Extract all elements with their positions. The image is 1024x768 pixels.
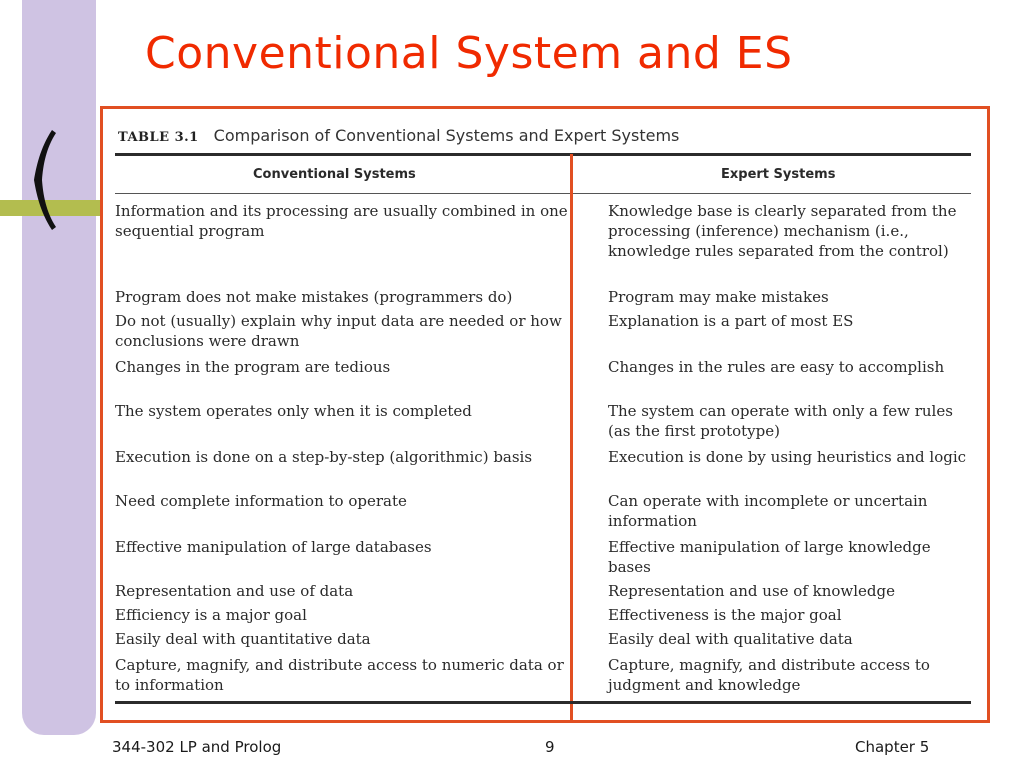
- slide-title: Conventional System and ES: [145, 28, 793, 79]
- rule-header: [115, 193, 971, 194]
- table-cell-expert: Representation and use of knowledge: [608, 582, 896, 600]
- table-cell-conventional: Information and its processing are usually combined in one sequential program: [115, 202, 568, 240]
- table-caption: [118, 126, 679, 145]
- table-cell-expert: Knowledge base is clearly separated from the processing (inference) mechanism (i.e., knowledge rules separated from the control): [608, 202, 957, 260]
- table-cell-conventional: Do not (usually) explain why input data are needed or how conclusions were drawn: [115, 312, 562, 350]
- table-cell-conventional: Easily deal with quantitative data: [115, 630, 371, 648]
- table-cell-expert: Can operate with incomplete or uncertain information: [608, 492, 928, 530]
- table-cell-conventional: Need complete information to operate: [115, 492, 407, 510]
- rule-top: [115, 153, 971, 156]
- table-cell-conventional: Representation and use of data: [115, 582, 354, 600]
- table-frame: [100, 106, 990, 723]
- footer-chapter: Chapter 5: [855, 738, 930, 756]
- table-cell-expert: Changes in the rules are easy to accomplish: [608, 358, 945, 376]
- table-cell-expert: Program may make mistakes: [608, 288, 829, 306]
- footer-course: 344-302 LP and Prolog: [112, 738, 282, 756]
- column-divider: [570, 154, 573, 720]
- table-cell-conventional: Execution is done on a step-by-step (algorithmic) basis: [115, 448, 533, 466]
- table-cell-expert: Effectiveness is the major goal: [608, 606, 842, 624]
- table-cell-conventional: Efficiency is a major goal: [115, 606, 307, 624]
- table-cell-expert: Capture, magnify, and distribute access to judgment and knowledge: [608, 656, 930, 694]
- table-cell-expert: The system can operate with only a few rules (as the first prototype): [608, 402, 953, 440]
- table-cell-conventional: Capture, magnify, and distribute access to numeric data or to information: [115, 656, 564, 694]
- table-cell-conventional: Program does not make mistakes (programmers do): [115, 288, 513, 306]
- header-expert: Expert Systems: [721, 167, 836, 182]
- rule-bottom: [115, 701, 971, 704]
- bracket-ornament-icon: [30, 128, 62, 232]
- table-cell-expert: Effective manipulation of large knowledge bases: [608, 538, 931, 576]
- table-number: TABLE 3.1: [118, 130, 199, 145]
- table-cell-conventional: Effective manipulation of large databases: [115, 538, 432, 556]
- table-caption-text: Comparison of Conventional Systems and Expert Systems: [213, 126, 680, 145]
- header-conventional: Conventional Systems: [253, 167, 416, 182]
- table-cell-expert: Explanation is a part of most ES: [608, 312, 854, 330]
- table-cell-conventional: Changes in the program are tedious: [115, 358, 391, 376]
- table-cell-conventional: The system operates only when it is completed: [115, 402, 472, 420]
- table-cell-expert: Easily deal with qualitative data: [608, 630, 853, 648]
- decorative-sidebar: [22, 0, 96, 735]
- table-cell-expert: Execution is done by using heuristics and logic: [608, 448, 967, 466]
- footer-page-number: 9: [545, 738, 555, 756]
